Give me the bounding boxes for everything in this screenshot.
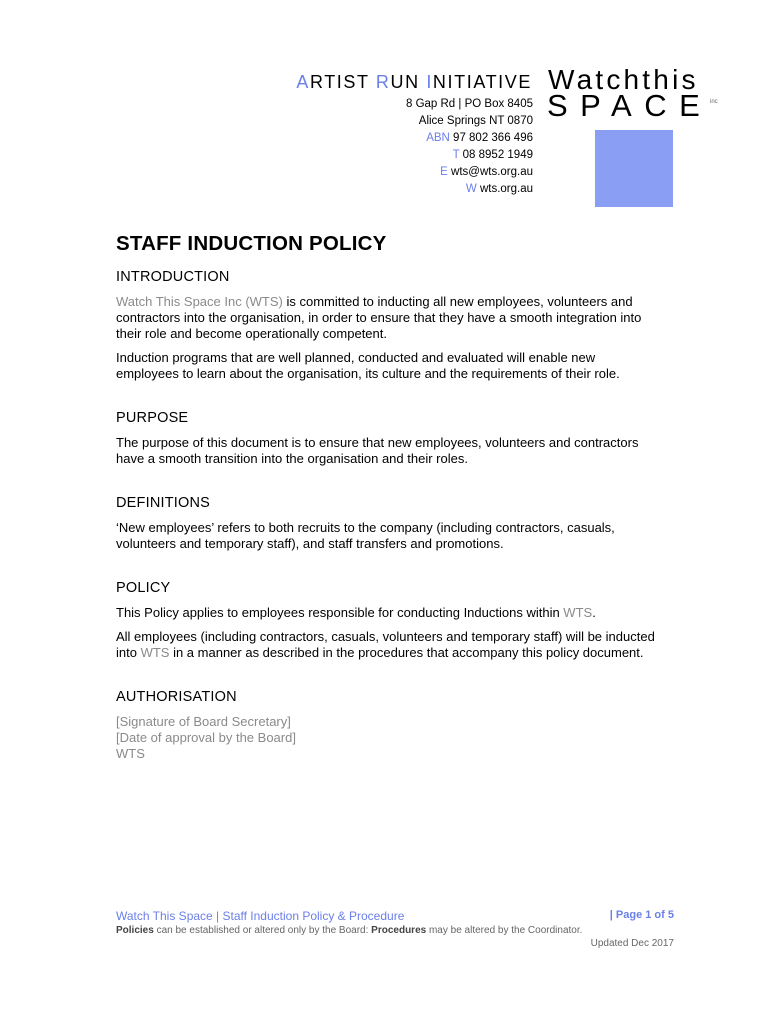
- org-tagline: [296, 72, 532, 93]
- logo-square-icon: [595, 130, 673, 207]
- policy-p2-wts: WTS: [140, 645, 170, 660]
- tagline-word-run: UN: [390, 72, 427, 92]
- tagline-initial-a: A: [296, 72, 310, 92]
- auth-date-placeholder: [Date of approval by the Board]: [116, 730, 296, 745]
- section-heading-policy: POLICY: [116, 580, 171, 596]
- policy-paragraph-1: [116, 605, 656, 621]
- web-line: [406, 181, 533, 198]
- footer-doc-info: Watch This Space | Staff Induction Policy & Procedure: [116, 909, 405, 923]
- section-spacer: [116, 475, 656, 495]
- updated-date: Updated Dec 2017: [590, 938, 674, 949]
- org-name: Watch This Space Inc (WTS): [116, 294, 283, 309]
- policy-p1-wts: WTS: [563, 605, 593, 620]
- section-spacer: [116, 390, 656, 410]
- abn-value: 97 802 366 496: [453, 132, 533, 144]
- footer-note-end: may be altered by the Coordinator.: [426, 925, 583, 936]
- policy-p2-text-a: All employees (including contractors, casuals, volunteers and temporary staff) will be inducted into: [116, 629, 655, 660]
- phone-value: 08 8952 1949: [462, 149, 533, 161]
- footer-note-policies: Policies: [116, 925, 154, 936]
- phone-line: [406, 147, 533, 164]
- section-heading-introduction: INTRODUCTION: [116, 269, 230, 285]
- footer-note: [116, 924, 674, 949]
- footer-note-procedures: Procedures: [371, 925, 427, 936]
- email-link[interactable]: wts@wts.org.au: [451, 166, 533, 178]
- auth-org: WTS: [116, 746, 145, 761]
- footer-note-mid: can be established or altered only by the Board:: [153, 925, 372, 936]
- intro-paragraph-2: Induction programs that are well planned, conducted and evaluated will enable new employees to learn about the organisation, its culture and the requirements of their role.: [116, 350, 620, 381]
- web-link[interactable]: wts.org.au: [479, 183, 533, 195]
- abn-label: ABN: [426, 132, 450, 144]
- logo-space: SPACE: [547, 88, 713, 123]
- address-line-2: Alice Springs NT 0870: [418, 115, 533, 127]
- intro-paragraph-1-text: is committed to inducting all new employees, volunteers and contractors into the organisation, in order to ensure that they have a smooth integration into their role and become operationally competent.: [116, 294, 642, 341]
- policy-p1-text-a: This Policy applies to employees responsible for conducting Inductions within: [116, 605, 564, 620]
- email-line: [406, 164, 533, 181]
- intro-paragraph-1: [116, 294, 656, 342]
- section-heading-definitions: DEFINITIONS: [116, 495, 211, 511]
- footer-line: [116, 909, 674, 923]
- address-line-1: 8 Gap Rd | PO Box 8405: [405, 98, 533, 110]
- section-heading-authorisation: AUTHORISATION: [116, 689, 237, 705]
- policy-p2-text-b: in a manner as described in the procedures that accompany this policy document.: [169, 645, 644, 660]
- logo-inc: inc: [710, 99, 718, 105]
- policy-p1-text-b: .: [592, 605, 596, 620]
- tagline-initial-i: I: [426, 72, 433, 92]
- policy-paragraph-2: [116, 629, 656, 661]
- tagline-initial-r: R: [375, 72, 391, 92]
- email-label: E: [440, 166, 448, 178]
- abn-line: [406, 130, 533, 147]
- tagline-word-artist: RTIST: [309, 72, 376, 92]
- web-label: W: [465, 183, 477, 195]
- section-spacer: [116, 669, 656, 689]
- section-heading-purpose: PURPOSE: [116, 410, 189, 426]
- document-body: [116, 232, 656, 762]
- logo-watchthis: Watchthis: [548, 64, 699, 95]
- purpose-paragraph: The purpose of this document is to ensure that new employees, volunteers and contractors have a smooth transition into the organisation and their roles.: [116, 435, 639, 466]
- auth-signature-placeholder: [Signature of Board Secretary]: [116, 714, 291, 729]
- section-spacer: [116, 560, 656, 580]
- contact-block: [406, 96, 533, 198]
- definitions-paragraph: ‘New employees’ refers to both recruits to the company (including contractors, casuals, volunteers and temporary staff), and staff transfers and promotions.: [116, 520, 615, 551]
- page-number: | Page 1 of 5: [609, 909, 674, 921]
- phone-label: T: [452, 149, 460, 161]
- document-title: STAFF INDUCTION POLICY: [116, 232, 387, 255]
- tagline-word-initiative: NITIATIVE: [432, 72, 532, 92]
